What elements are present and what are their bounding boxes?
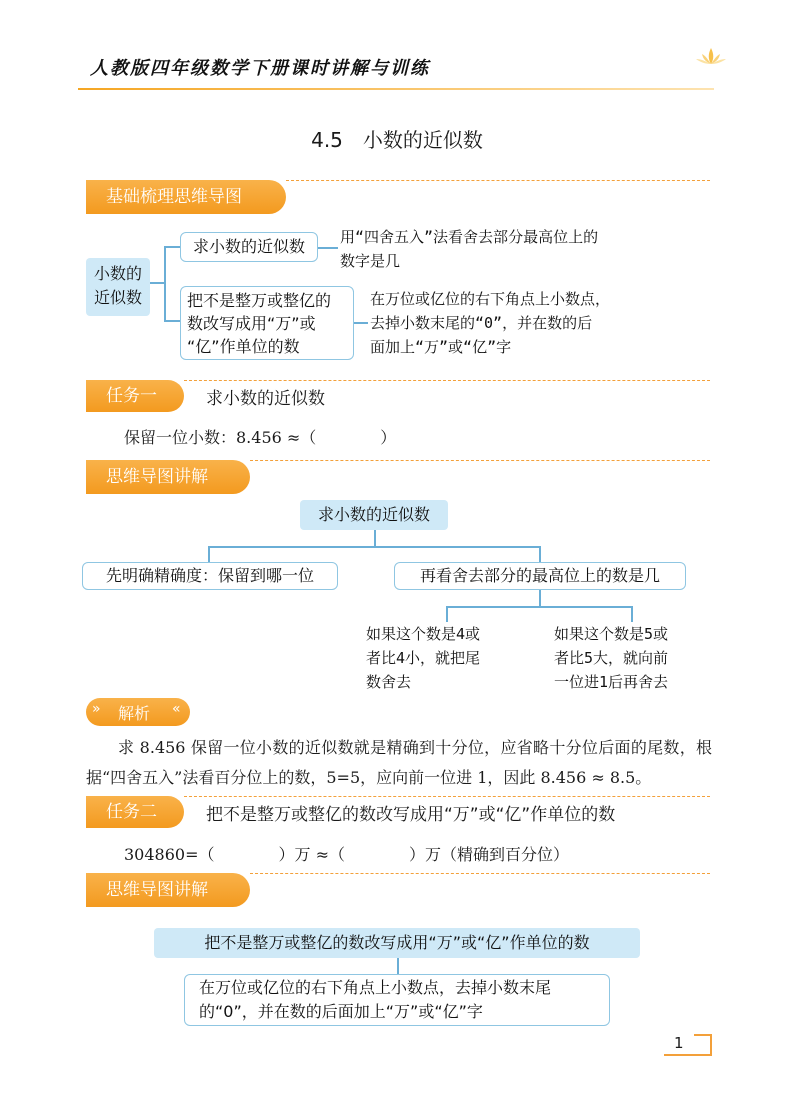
mindmap-branch-approximation: 求小数的近似数 — [180, 232, 318, 262]
connector — [446, 606, 448, 622]
analysis-text: 求 8.456 保留一位小数的近似数就是精确到十分位，应省略十分位后面的尾数，根据“四舍五入”法看百分位上的数，5=5，应向前一位进 1，因此 8.456 ≈ 8.5。 — [86, 738, 712, 787]
chevron-left-icon: « — [172, 701, 181, 717]
map-case-round-down: 如果这个数是4或 者比4小，就把尾 数舍去 — [366, 625, 481, 691]
map-root: 把不是整万或整亿的数改写成用“万”或“亿”作单位的数 — [154, 928, 640, 958]
section-divider — [286, 180, 710, 181]
page-number-box — [664, 1034, 694, 1056]
mindmap-branch-rewrite: 把不是整万或整亿的 数改写成用“万”或 “亿”作单位的数 — [180, 286, 354, 360]
map-explain-tab: 思维导图讲解 — [86, 460, 250, 494]
task-tab-2: 任务二 — [86, 796, 184, 828]
page-title: 4.5 小数的近似数 — [311, 128, 483, 152]
page-number: 1 — [674, 1034, 684, 1052]
connector — [164, 246, 166, 320]
page-corner-decoration — [694, 1034, 712, 1056]
header-divider — [78, 88, 714, 90]
connector — [539, 590, 541, 606]
connector — [208, 546, 540, 548]
task-tab-1: 任务一 — [86, 380, 184, 412]
map-explain-tab: 思维导图讲解 — [86, 873, 250, 907]
connector — [374, 530, 376, 546]
task-title: 把不是整万或整亿的数改写成用“万”或“亿”作单位的数 — [206, 805, 616, 825]
section-divider — [250, 460, 710, 461]
map-root: 求小数的近似数 — [300, 500, 448, 530]
connector — [150, 282, 164, 284]
book-title: 人教版四年级数学下册课时讲解与训练 — [90, 58, 430, 79]
task-question: 保留一位小数：8.456 ≈（ ） — [124, 428, 397, 447]
section-tab-basics: 基础梳理思维导图 — [86, 180, 286, 214]
lotus-icon — [694, 46, 728, 66]
connector — [354, 322, 368, 324]
map-node-check-digit: 再看舍去部分的最高位上的数是几 — [394, 562, 686, 590]
map-node-precision: 先明确精确度：保留到哪一位 — [82, 562, 338, 590]
section-divider — [250, 873, 710, 874]
mindmap-root: 小数的 近似数 — [86, 258, 150, 316]
chevron-right-icon: » — [92, 701, 101, 717]
connector — [539, 546, 541, 562]
branch-note: 用“四舍五入”法看舍去部分最高位上的 数字是几 — [340, 228, 599, 270]
connector — [208, 546, 210, 562]
connector — [446, 606, 632, 608]
connector — [631, 606, 633, 622]
task-question: 304860=（ ）万 ≈（ ）万（精确到百分位） — [124, 845, 569, 864]
connector — [397, 958, 399, 974]
map-node-rewrite-steps: 在万位或亿位的右下角点上小数点，去掉小数末尾 的“0”，并在数的后面加上“万”或“亿”字 — [184, 974, 610, 1026]
section-divider — [184, 796, 710, 797]
analysis-label: 解析 — [118, 704, 151, 723]
task-title: 求小数的近似数 — [206, 389, 325, 409]
connector — [164, 246, 180, 248]
analysis-badge — [86, 698, 190, 726]
connector — [164, 320, 180, 322]
connector — [318, 247, 338, 249]
section-divider — [184, 380, 710, 381]
branch-note: 在万位或亿位的右下角点上小数点， 去掉小数末尾的“0”，并在数的后 面加上“万”或“亿”字 — [370, 290, 611, 356]
map-case-round-up: 如果这个数是5或 者比5大，就向前 一位进1后再舍去 — [554, 625, 669, 691]
